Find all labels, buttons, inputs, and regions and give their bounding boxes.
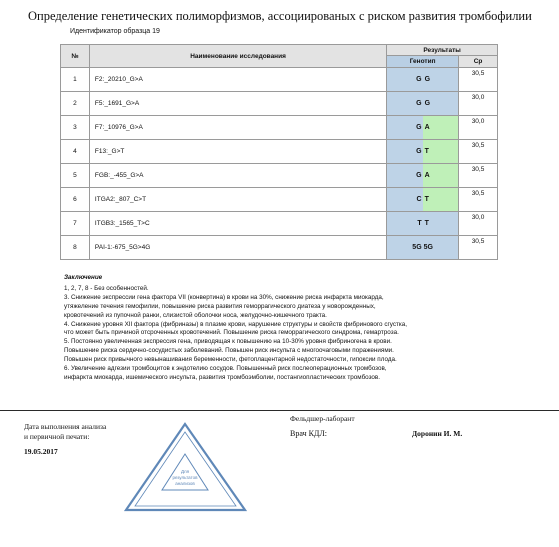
- sample-id: Идентификатор образца 19: [70, 28, 160, 35]
- allele-1: G: [387, 140, 422, 163]
- allele-2: T: [423, 140, 458, 163]
- analysis-date-label: Дата выполнения анализа и первичной печати:: [24, 422, 107, 441]
- row-genotype: [387, 140, 459, 164]
- row-num: 1: [61, 68, 90, 92]
- row-cp: 30,5: [459, 188, 498, 212]
- row-cp: 30,0: [459, 212, 498, 236]
- conclusion-line: утяжеление течения гемофилии, повышение риска развития геморрагического диатеза у новорожденных,: [64, 302, 376, 310]
- row-test-name: F5:_1691_G>A: [89, 92, 386, 116]
- col-name-header: Наименование исследования: [89, 45, 386, 68]
- table-row: [61, 140, 498, 164]
- row-test-name: F13:_G>T: [89, 140, 386, 164]
- conclusion-line: кровотечений из пупочной ранки, слизистой оболочки носа, желудочно-кишечного тракта.: [64, 311, 327, 319]
- row-cp: 30,0: [459, 92, 498, 116]
- conclusion-title: Заключение: [64, 274, 103, 281]
- row-test-name: PAI-1:-675_5G>4G: [89, 236, 386, 260]
- stamp-text-3: анализов: [175, 481, 195, 486]
- doctor-label: Врач КДЛ:: [290, 429, 328, 438]
- allele-2: G: [423, 92, 458, 115]
- row-test-name: F2:_20210_G>A: [89, 68, 386, 92]
- row-num: 7: [61, 212, 90, 236]
- row-genotype: [387, 68, 459, 92]
- allele-1: G: [387, 116, 422, 139]
- allele-1: T: [387, 212, 422, 235]
- triangle-stamp: [118, 418, 253, 518]
- row-num: 5: [61, 164, 90, 188]
- allele-2: T: [423, 212, 458, 235]
- row-cp: 30,5: [459, 164, 498, 188]
- table-row: [61, 68, 498, 92]
- table-row: [61, 188, 498, 212]
- conclusion-block: [64, 274, 504, 383]
- row-genotype: [387, 212, 459, 236]
- allele-1: G: [387, 164, 422, 187]
- conclusion-line: 1, 2, 7, 8 - Без особенностей.: [64, 284, 149, 292]
- row-test-name: ITGA2:_807_C>T: [89, 188, 386, 212]
- conclusion-line: 3. Снижение экспрессии гена фактора VII (конвертина) в крови на 30%, снижение риска инфаркта миокарда,: [64, 293, 384, 301]
- row-test-name: F7:_10976_G>A: [89, 116, 386, 140]
- results-table: [60, 44, 498, 260]
- conclusion-line: Повышение риска сердечно-сосудистых заболеваний. Повышен риск инсульта с многоочаговыми поражениями.: [64, 347, 394, 355]
- conclusion-line: инфаркта миокарда, ишемического инсульта, развития тромбоэмболии, постангиопластических тромбозов.: [64, 373, 381, 381]
- row-cp: 30,5: [459, 140, 498, 164]
- stamp-text-1: Для: [180, 469, 190, 474]
- footer-divider: [0, 410, 559, 411]
- conclusion-line: что может быть причиной отсроченных кровотечений. Повышение риска геморрагического синдрома, гемартроза.: [64, 329, 399, 337]
- col-genotype-header: Генотип: [387, 56, 459, 68]
- row-genotype: [387, 164, 459, 188]
- report-title: Определение генетических полиморфизмов, ассоциированых с риском развития тромбофилии: [28, 9, 532, 23]
- col-results-header: Результаты: [387, 45, 498, 56]
- conclusion-line: Повышен риск привычного невынашивания беременности, фетоплацентарной недостаточности, гипоксии плода.: [64, 356, 397, 364]
- allele-2: G: [423, 68, 458, 91]
- row-num: 6: [61, 188, 90, 212]
- row-num: 8: [61, 236, 90, 260]
- row-genotype: [387, 92, 459, 116]
- allele-2: A: [423, 116, 458, 139]
- analysis-date: 19.05.2017: [24, 447, 58, 456]
- row-test-name: FGB:_-455_G>A: [89, 164, 386, 188]
- stamp-text-2: результатов: [172, 475, 198, 480]
- row-genotype: [387, 188, 459, 212]
- row-cp: 30,5: [459, 68, 498, 92]
- conclusion-line: 6. Увеличение адгезии тромбоцитов к эндотелию сосудов. Повышенный риск послеоперационных тромбозов,: [64, 365, 387, 373]
- row-genotype: [387, 236, 459, 260]
- allele-2: T: [423, 188, 458, 211]
- allele-1: G: [387, 68, 422, 91]
- genotype-value: 5G 5G: [387, 236, 458, 259]
- allele-1: G: [387, 92, 422, 115]
- row-cp: 30,0: [459, 116, 498, 140]
- row-genotype: [387, 116, 459, 140]
- row-test-name: ITGB3:_1565_T>C: [89, 212, 386, 236]
- allele-2: A: [423, 164, 458, 187]
- col-cp-header: Cp: [459, 56, 498, 68]
- paramedic-label: Фельдшер-лаборант: [290, 414, 355, 423]
- allele-1: C: [387, 188, 422, 211]
- col-num-header: №: [61, 45, 90, 68]
- row-num: 3: [61, 116, 90, 140]
- row-cp: 30,5: [459, 236, 498, 260]
- table-row: [61, 236, 498, 260]
- table-row: [61, 116, 498, 140]
- row-num: 2: [61, 92, 90, 116]
- doctor-name: Доронин И. М.: [412, 429, 463, 438]
- table-row: [61, 164, 498, 188]
- row-num: 4: [61, 140, 90, 164]
- table-row: [61, 212, 498, 236]
- table-row: [61, 92, 498, 116]
- conclusion-line: 4. Снижение уровня XII фактора (фибриназы) в плазме крови, нарушение структуры и свойств фибринового сгустка,: [64, 320, 408, 328]
- conclusion-line: 5. Постоянно увеличенная экспрессия гена, приводящая к повышению на 10-30% уровня фибриногена в крови.: [64, 338, 392, 346]
